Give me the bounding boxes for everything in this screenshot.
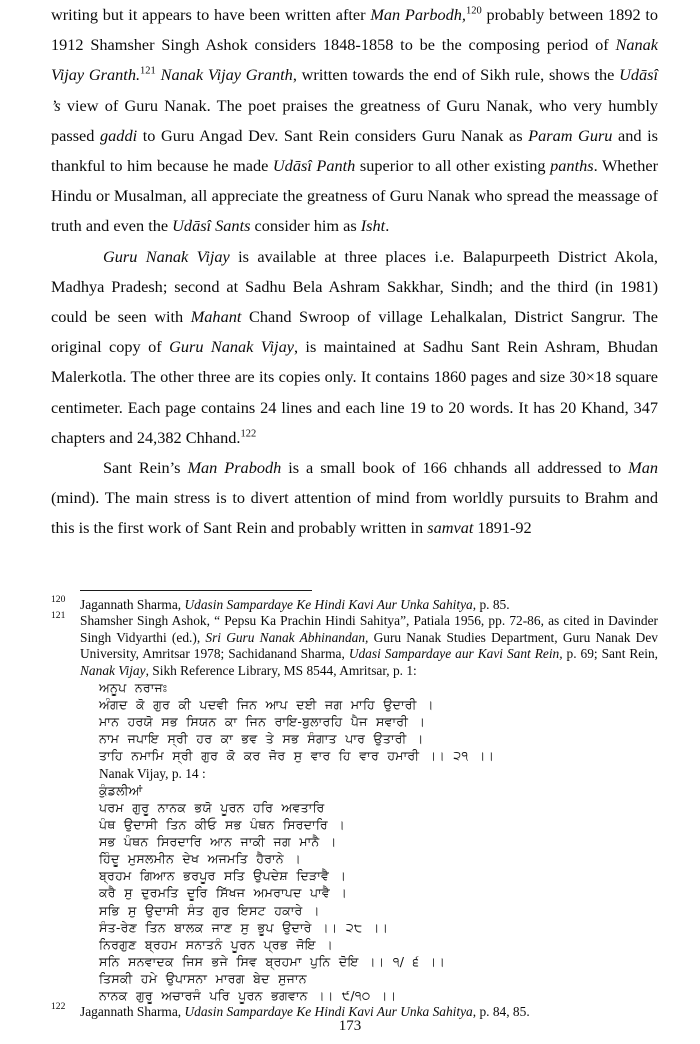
text-run: Sant Rein’s <box>103 458 188 478</box>
gurmukhi-verse-line: ਮਾਨ ਹਰਯੋ ਸਭ ਸਿਯਨ ਕਾ ਜਿਨ ਰਾਇ-ਬੁਲਾਰਹਿ ਪੈਜ ਸਵਾਰੀ । <box>99 714 426 730</box>
gurmukhi-verse-line: ਕਰੈ ਸੁ ਦੁਰਮਤਿ ਦੂਰਿ ਸਿੱਖਜ ਅਮਰਾਪਦ ਪਾਵੈ । <box>99 885 348 901</box>
italic-run: Isht <box>360 216 386 236</box>
footnote-reference: 120 <box>465 5 482 17</box>
gurmukhi-verse-line: ਸਨਿ ਸਨਵਾਦਕ ਜਿਸ ਭਜੇ ਸਿਵ ਬ੍ਰਹਮਾ ਪੁਨਿ ਦੋਇ ।। ੧/ ੬ ।। <box>99 953 446 969</box>
footnote-number: 120 <box>51 594 66 605</box>
footnote-list <box>51 594 658 1021</box>
italic-run: Udasin Sampardaye Ke Hindi Kavi Aur Unka Sahitya <box>184 597 473 612</box>
text-run: writing but it appears to have been written after <box>51 5 371 24</box>
gurmukhi-verse-line: ਸਭ ਪੰਥਨ ਸਿਰਦਾਰਿ ਆਨ ਜਾਕੀ ਜਗ ਮਾਨੈ । <box>99 834 337 850</box>
italic-run: Mahant <box>190 307 242 327</box>
gurmukhi-verse-line: ਸਭਿ ਸੁ ਉਦਾਸੀ ਸੰਤ ਗੁਰ ਇਸਟ ਹਕਾਰੇ । <box>99 902 320 918</box>
italic-run: gaddi <box>100 125 138 145</box>
footnote-item <box>51 594 658 613</box>
italic-run: Guru Nanak Vijay <box>103 246 230 266</box>
italic-run: Nanak Vijay Granth <box>160 65 293 85</box>
gurmukhi-verse-line: ਹਿੰਦੂ ਮੁਸਲਮੀਨ ਦੇਖ ਅਜਮਤਿ ਹੈਰਾਨੇ । <box>99 851 301 867</box>
text-run: , p. 85. <box>472 597 510 612</box>
page-number: 173 <box>338 1018 362 1034</box>
footnote-text <box>80 597 658 613</box>
italic-run: Udāsî Sants <box>172 216 251 236</box>
text-run: superior to all other existing <box>355 156 551 176</box>
italic-run: Param Guru <box>528 125 613 145</box>
text-run: is available at three places i.e. Balapurpeeth District Akola, Madhya Pradesh; second at Sadhu Bela Ashram Sakkhar, Sindh; and the third (in 1981) could be seen with <box>51 246 658 327</box>
gurmukhi-verse-line: ਅਨੂਪ ਨਰਾਜਃ <box>99 680 168 696</box>
gurmukhi-verse-line: ਨਾਮ ਜਪਾਇ ਸ੍ਰੀ ਹਰ ਕਾ ਭਵ ਤੇ ਸਭ ਸੰਗਾਤ ਪਾਰ ਉਤਾਰੀ । <box>99 731 424 747</box>
text-run: , written towards the end of Sikh rule, shows the <box>292 65 620 85</box>
italic-run: Man <box>628 458 658 478</box>
italic-run: Guru Nanak Vijay <box>169 337 294 357</box>
gurmukhi-verse-line: ਨਾਨਕ ਗੁਰੂ ਅਚਾਰਜੰ ਪਰਿ ਪੂਰਨ ਭਗਵਾਨ ।। ੯/੧੦ ।। <box>99 988 397 1004</box>
text-run: . <box>385 216 390 236</box>
gurmukhi-verse-line: ਬ੍ਰਹਮ ਗਿਆਨ ਭਰਪੂਰ ਸਤਿ ਉਪਦੇਸ਼ ਦਿੜਾਵੈ । <box>99 868 347 884</box>
text-run: to Guru Angad Dev. Sant Rein considers Guru Nanak as <box>137 125 529 145</box>
body-paragraph-list <box>51 0 658 544</box>
text-run: p. 69; Sant Rein, <box>562 646 658 662</box>
footnote-number: 122 <box>51 1001 66 1013</box>
text-run: , p. 84, 85. <box>472 1004 530 1020</box>
text-run: . Whether Hindu or Musalman, all appreciate the greatness of Guru Nanak who spread the meassage of truth and even the <box>51 156 658 236</box>
text-run: Guru Nanak Studies Department, Guru Nanak Dev University, Amritsar 1978; Sachidanand Sharma, <box>80 629 658 662</box>
gurmukhi-verse-line: ਤਿਸਕੀ ਹਮੇ ਉਪਾਸਨਾ ਮਾਰਗ ਬੇਦ ਸੁਜਾਨ <box>99 970 307 986</box>
text-run: consider him as <box>250 216 361 236</box>
text-run: probably between 1892 to 1912 Shamsher Singh Ashok considers 1848-1858 to be the composing period of <box>51 5 658 55</box>
body-paragraph <box>51 242 658 453</box>
text-run: Chand Swroop of village Lehalkalan, District Sangrur. The original copy of <box>51 307 658 357</box>
footnote-area <box>51 594 658 1021</box>
gurmukhi-verse-line: ਨਿਰਗੁਣ ਬ੍ਰਹਮ ਸਨਾਤਨੰ ਪੂਰਨ ਪ੍ਰਭ ਜੋਇ । <box>99 936 333 952</box>
gurmukhi-verse-block <box>51 679 658 1004</box>
verse-source-line: Nanak Vijay, p. 14 : <box>99 765 206 781</box>
text-run: Jagannath Sharma, <box>80 597 185 612</box>
footnote-text <box>80 613 658 679</box>
italic-run: Udasi Sampardaye aur Kavi Sant Rein, <box>348 646 563 662</box>
text-run: , Sikh Reference Library, MS 8544, Amritsar, p. 1: <box>145 662 417 678</box>
body-paragraph <box>51 453 658 544</box>
body-paragraph <box>51 0 658 242</box>
italic-run: Man Prabodh <box>187 458 282 478</box>
text-run: (mind). The main stress is to divert attention of mind from worldly pursuits to Brahm and this is the first work of Sant Rein and probably written in <box>51 488 658 538</box>
italic-run: Udāsî ’s <box>51 65 658 115</box>
footnote-item <box>51 610 658 679</box>
gurmukhi-verse-line: ਕੁੰਡਲੀਆਂ <box>99 782 143 798</box>
italic-run: Nanak Vijay <box>80 662 146 678</box>
footnote-separator-rule <box>80 590 312 591</box>
text-run: view of Guru Nanak. The poet praises the greatness of Guru Nanak, who very humbly passed <box>51 95 658 145</box>
text-run: is a small book of 166 chhands all addressed to <box>281 458 629 478</box>
gurmukhi-verse-line: ਤਾਹਿ ਨਮਾਮਿ ਸ੍ਰੀ ਗੁਰ ਕੋ ਕਰ ਜੋਰ ਸੁ ਵਾਰ ਹਿ ਵਾਰ ਹਮਾਰੀ ।। ੨੧ ।। <box>99 748 495 764</box>
footnote-reference: 122 <box>240 428 257 440</box>
text-run: , is maintained at Sadhu Sant Rein Ashram, Bhudan Malerkotla. The other three are its copies only. It contains 1860 pages and size 30×18 square centimeter. Each page contains 24 lines and each line 19 to 20 words. It has 20 Khand, 347 chapters and 24,382 Chhand. <box>51 337 659 447</box>
text-run: Jagannath Sharma, <box>80 1004 185 1020</box>
gurmukhi-verse-line: ਪਰਮ ਗੁਰੂ ਨਾਨਕ ਭਯੋ ਪੂਰਨ ਹਰਿ ਅਵਤਾਰਿ <box>99 800 325 815</box>
text-run: and is thankful to him because he made <box>51 125 658 176</box>
italic-run: Nanak Vijay Granth. <box>51 35 658 85</box>
gurmukhi-verse-line: ਸੰਤ-ਰੇਣ ਤਿਨ ਬਾਲਕ ਜਾਣ ਸੁ ਭੂਪ ਉਦਾਰੇ ।। ੨੮ ।। <box>99 919 389 935</box>
text-run: Shamsher Singh Ashok, “ Pepsu Ka Prachin Hindi Sahitya”, Patiala 1956, pp. 72-86, as cited in Davinder Singh Vidyarthi (ed.), <box>80 613 658 645</box>
footnote-reference: 121 <box>140 65 156 77</box>
italic-run: Sri Guru Nanak Abhinandan, <box>205 629 369 645</box>
gurmukhi-verse-line: ਅੰਗਦ ਕੋ ਗੁਰ ਕੀ ਪਦਵੀ ਜਿਨ ਆਪ ਦਈ ਜਗ ਮਾਹਿ ਉਦਾਰੀ । <box>99 697 434 713</box>
italic-run: panths <box>550 156 594 176</box>
body-text-area <box>51 0 658 544</box>
gurmukhi-verse-line: ਪੰਥ ਉਦਾਸੀ ਤਿਨ ਕੀਓ ਸਭ ਪੰਥਨ ਸਿਰਦਾਰਿ । <box>99 817 345 833</box>
italic-run: Man Parbodh, <box>370 5 466 24</box>
text-run: 1891-92 <box>473 518 532 538</box>
italic-run: Udasin Sampardaye Ke Hindi Kavi Aur Unka Sahitya <box>184 1004 473 1020</box>
footnote-number: 121 <box>51 610 66 622</box>
italic-run: Udāsî Panth <box>272 156 356 176</box>
italic-run: samvat <box>427 518 474 538</box>
